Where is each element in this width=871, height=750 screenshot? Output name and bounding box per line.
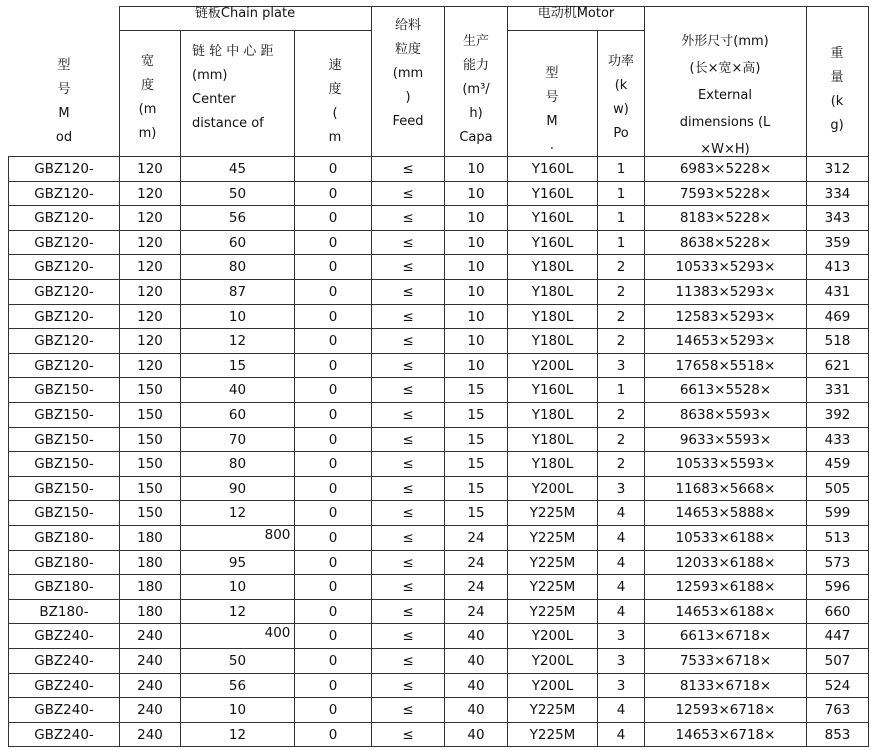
cell-model: GBZ150- (34, 456, 94, 472)
cell-power: 3 (616, 481, 626, 497)
cell-motor-model: Y160L (531, 186, 574, 202)
cell-width: 240 (137, 628, 163, 644)
cell-center-distance: 45 (228, 161, 247, 177)
cell-weight: 505 (824, 481, 851, 497)
cell-speed: 0 (328, 186, 338, 202)
cell-dimensions: 11383×5293× (675, 284, 776, 300)
cell-power: 1 (616, 235, 626, 251)
cell-motor-model: Y200L (531, 678, 574, 694)
cell-speed: 0 (328, 628, 338, 644)
header-dimensions: 外形尺寸(mm) (长×宽×高) External dimensions (L ×W×H) (679, 34, 771, 157)
cell-power: 1 (616, 382, 626, 398)
cell-speed: 0 (328, 727, 338, 743)
cell-weight: 413 (824, 259, 851, 275)
cell-power: 4 (616, 702, 626, 718)
cell-model: BZ180- (39, 604, 89, 620)
cell-dimensions: 14653×5888× (675, 505, 776, 521)
cell-model: GBZ120- (34, 259, 94, 275)
cell-capacity: 10 (467, 161, 485, 177)
cell-dimensions: 8638×5228× (679, 235, 772, 251)
cell-speed: 0 (328, 530, 338, 546)
cell-dimensions: 12593×6188× (675, 579, 776, 595)
cell-weight: 596 (824, 579, 851, 595)
cell-width: 180 (137, 555, 163, 571)
cell-model: GBZ150- (34, 481, 94, 497)
cell-width: 150 (137, 505, 163, 521)
cell-width: 150 (137, 382, 163, 398)
cell-feed: ≤ (402, 555, 414, 571)
cell-capacity: 15 (467, 382, 485, 398)
cell-width: 240 (137, 727, 163, 743)
cell-model: GBZ120- (34, 358, 94, 374)
cell-width: 120 (137, 333, 163, 349)
cell-weight: 331 (824, 382, 851, 398)
cell-motor-model: Y200L (531, 653, 574, 669)
grid-line (507, 30, 645, 31)
cell-center-distance: 12 (228, 604, 247, 620)
cell-capacity: 40 (467, 727, 485, 743)
cell-weight: 524 (824, 678, 851, 694)
cell-feed: ≤ (402, 727, 414, 743)
cell-center-distance: 70 (228, 432, 247, 448)
cell-capacity: 15 (467, 481, 485, 497)
cell-weight: 518 (824, 333, 851, 349)
cell-power: 3 (616, 628, 626, 644)
cell-center-distance: 12 (228, 727, 247, 743)
header-motor-model: 型 号 M . (545, 66, 559, 153)
cell-speed: 0 (328, 333, 338, 349)
cell-feed: ≤ (402, 186, 414, 202)
cell-motor-model: Y225M (529, 702, 576, 718)
cell-weight: 459 (824, 456, 851, 472)
cell-motor-model: Y200L (531, 358, 574, 374)
cell-center-distance: 50 (228, 653, 247, 669)
cell-model: GBZ150- (34, 432, 94, 448)
cell-capacity: 15 (467, 432, 485, 448)
cell-speed: 0 (328, 505, 338, 521)
cell-capacity: 24 (467, 555, 485, 571)
cell-feed: ≤ (402, 702, 414, 718)
cell-speed: 0 (328, 210, 338, 226)
cell-capacity: 40 (467, 653, 485, 669)
cell-width: 120 (137, 259, 163, 275)
cell-motor-model: Y200L (531, 628, 574, 644)
cell-width: 120 (137, 161, 163, 177)
header-feed-size: 给料 粒度 (mm ) Feed (392, 18, 424, 129)
cell-power: 3 (616, 358, 626, 374)
cell-power: 4 (616, 505, 626, 521)
cell-weight: 507 (824, 653, 851, 669)
cell-speed: 0 (328, 456, 338, 472)
header-motor: 电动机Motor (537, 6, 615, 21)
cell-feed: ≤ (402, 653, 414, 669)
cell-power: 4 (616, 727, 626, 743)
cell-power: 2 (616, 259, 626, 275)
cell-feed: ≤ (402, 358, 414, 374)
cell-motor-model: Y160L (531, 382, 574, 398)
header-power: 功率 (k w) Po (607, 54, 634, 141)
cell-center-distance: 56 (228, 678, 247, 694)
cell-speed: 0 (328, 407, 338, 423)
cell-feed: ≤ (402, 235, 414, 251)
cell-power: 2 (616, 333, 626, 349)
cell-width: 240 (137, 653, 163, 669)
cell-weight: 513 (824, 530, 851, 546)
cell-model: GBZ120- (34, 284, 94, 300)
cell-motor-model: Y225M (529, 505, 576, 521)
cell-motor-model: Y160L (531, 210, 574, 226)
cell-dimensions: 8183×5228× (679, 210, 772, 226)
cell-dimensions: 12593×6718× (675, 702, 776, 718)
cell-weight: 433 (824, 432, 851, 448)
cell-speed: 0 (328, 678, 338, 694)
header-center-distance: 链 轮 中 心 距 (mm) Center distance of (192, 44, 274, 131)
cell-model: GBZ120- (34, 309, 94, 325)
cell-width: 150 (137, 432, 163, 448)
cell-weight: 621 (824, 358, 851, 374)
cell-weight: 660 (824, 604, 851, 620)
cell-model: GBZ150- (34, 407, 94, 423)
cell-model: GBZ150- (34, 505, 94, 521)
cell-dimensions: 6613×5528× (679, 382, 772, 398)
cell-model: GBZ180- (34, 555, 94, 571)
cell-center-distance: 10 (228, 702, 247, 718)
cell-dimensions: 6613×6718× (679, 628, 772, 644)
cell-power: 3 (616, 653, 626, 669)
cell-center-distance: 10 (228, 579, 247, 595)
cell-power: 1 (616, 210, 626, 226)
cell-power: 4 (616, 579, 626, 595)
cell-width: 150 (137, 407, 163, 423)
cell-dimensions: 11683×5668× (675, 481, 776, 497)
cell-motor-model: Y180L (531, 284, 574, 300)
cell-power: 1 (616, 186, 626, 202)
cell-capacity: 15 (467, 407, 485, 423)
cell-capacity: 24 (467, 579, 485, 595)
cell-feed: ≤ (402, 678, 414, 694)
cell-feed: ≤ (402, 161, 414, 177)
cell-weight: 447 (824, 628, 851, 644)
cell-dimensions: 9633×5593× (679, 432, 772, 448)
cell-width: 120 (137, 210, 163, 226)
cell-capacity: 40 (467, 702, 485, 718)
cell-center-distance: 12 (228, 333, 247, 349)
header-weight: 重 量 (k g) (830, 46, 844, 133)
cell-speed: 0 (328, 555, 338, 571)
cell-feed: ≤ (402, 382, 414, 398)
cell-model: GBZ240- (34, 678, 94, 694)
cell-motor-model: Y225M (529, 604, 576, 620)
cell-dimensions: 12033×6188× (675, 555, 776, 571)
cell-center-distance: 50 (228, 186, 247, 202)
cell-feed: ≤ (402, 579, 414, 595)
cell-motor-model: Y180L (531, 309, 574, 325)
cell-dimensions: 7533×6718× (679, 653, 772, 669)
header-chain-plate: 链板Chain plate (194, 6, 296, 21)
cell-capacity: 40 (467, 628, 485, 644)
cell-model: GBZ120- (34, 161, 94, 177)
cell-width: 150 (137, 481, 163, 497)
cell-model: GBZ240- (34, 702, 94, 718)
cell-capacity: 40 (467, 678, 485, 694)
cell-speed: 0 (328, 358, 338, 374)
cell-power: 3 (616, 678, 626, 694)
cell-capacity: 15 (467, 505, 485, 521)
cell-capacity: 10 (467, 259, 485, 275)
cell-dimensions: 17658×5518× (675, 358, 776, 374)
cell-model: GBZ240- (34, 727, 94, 743)
header-speed: 速 度 ( m (328, 58, 342, 145)
cell-feed: ≤ (402, 284, 414, 300)
cell-feed: ≤ (402, 481, 414, 497)
cell-weight: 469 (824, 309, 851, 325)
cell-speed: 0 (328, 604, 338, 620)
cell-model: GBZ120- (34, 235, 94, 251)
cell-dimensions: 14653×6188× (675, 604, 776, 620)
cell-width: 120 (137, 284, 163, 300)
cell-speed: 0 (328, 432, 338, 448)
cell-speed: 0 (328, 481, 338, 497)
cell-model: GBZ180- (34, 579, 94, 595)
cell-capacity: 24 (467, 530, 485, 546)
cell-dimensions: 7593×5228× (679, 186, 772, 202)
cell-motor-model: Y225M (529, 555, 576, 571)
header-width: 宽 度 (m m) (138, 54, 157, 141)
cell-feed: ≤ (402, 333, 414, 349)
cell-weight: 431 (824, 284, 851, 300)
cell-speed: 0 (328, 284, 338, 300)
cell-power: 2 (616, 456, 626, 472)
cell-dimensions: 10533×6188× (675, 530, 776, 546)
cell-center-distance: 90 (228, 481, 247, 497)
cell-dimensions: 8133×6718× (679, 678, 772, 694)
cell-dimensions: 8638×5593× (679, 407, 772, 423)
cell-capacity: 10 (467, 309, 485, 325)
cell-feed: ≤ (402, 628, 414, 644)
cell-feed: ≤ (402, 604, 414, 620)
cell-weight: 763 (824, 702, 851, 718)
header-capacity: 生产 能力 (m³/ h) Capa (459, 34, 493, 145)
cell-center-distance: 87 (228, 284, 247, 300)
cell-motor-model: Y180L (531, 407, 574, 423)
cell-capacity: 10 (467, 235, 485, 251)
cell-capacity: 10 (467, 210, 485, 226)
cell-feed: ≤ (402, 432, 414, 448)
cell-motor-model: Y200L (531, 481, 574, 497)
cell-model: GBZ240- (34, 653, 94, 669)
cell-center-distance: 95 (228, 555, 247, 571)
cell-center-distance: 10 (228, 309, 247, 325)
cell-capacity: 15 (467, 456, 485, 472)
cell-speed: 0 (328, 309, 338, 325)
cell-speed: 0 (328, 702, 338, 718)
cell-width: 120 (137, 358, 163, 374)
cell-width: 180 (137, 604, 163, 620)
cell-center-distance: 60 (228, 235, 247, 251)
cell-power: 2 (616, 309, 626, 325)
cell-dimensions: 12583×5293× (675, 309, 776, 325)
cell-dimensions: 14653×5293× (675, 333, 776, 349)
cell-weight: 392 (824, 407, 851, 423)
grid-line (119, 30, 372, 31)
cell-dimensions: 6983×5228× (679, 161, 772, 177)
cell-capacity: 10 (467, 358, 485, 374)
cell-capacity: 10 (467, 186, 485, 202)
cell-model: GBZ120- (34, 333, 94, 349)
cell-feed: ≤ (402, 505, 414, 521)
cell-width: 120 (137, 309, 163, 325)
cell-motor-model: Y225M (529, 727, 576, 743)
cell-dimensions: 14653×6718× (675, 727, 776, 743)
cell-center-distance: 80 (228, 456, 247, 472)
cell-model: GBZ150- (34, 382, 94, 398)
cell-center-distance: 15 (228, 358, 247, 374)
cell-power: 4 (616, 530, 626, 546)
cell-width: 120 (137, 186, 163, 202)
cell-center-distance: 12 (228, 505, 247, 521)
cell-motor-model: Y160L (531, 235, 574, 251)
cell-center-distance: 800 (264, 527, 291, 543)
cell-feed: ≤ (402, 530, 414, 546)
grid-line (868, 6, 869, 746)
cell-width: 150 (137, 456, 163, 472)
cell-capacity: 10 (467, 284, 485, 300)
cell-power: 2 (616, 407, 626, 423)
cell-feed: ≤ (402, 210, 414, 226)
cell-model: GBZ240- (34, 628, 94, 644)
cell-speed: 0 (328, 235, 338, 251)
cell-feed: ≤ (402, 407, 414, 423)
cell-width: 240 (137, 702, 163, 718)
cell-feed: ≤ (402, 259, 414, 275)
cell-power: 4 (616, 604, 626, 620)
cell-width: 180 (137, 579, 163, 595)
cell-motor-model: Y180L (531, 432, 574, 448)
cell-model: GBZ180- (34, 530, 94, 546)
cell-width: 120 (137, 235, 163, 251)
cell-weight: 334 (824, 186, 851, 202)
cell-weight: 573 (824, 555, 851, 571)
cell-power: 4 (616, 555, 626, 571)
cell-model: GBZ120- (34, 210, 94, 226)
cell-speed: 0 (328, 259, 338, 275)
cell-motor-model: Y180L (531, 333, 574, 349)
cell-power: 1 (616, 161, 626, 177)
cell-width: 240 (137, 678, 163, 694)
cell-center-distance: 400 (264, 625, 291, 641)
cell-capacity: 24 (467, 604, 485, 620)
header-model: 型 号 M od (55, 58, 73, 145)
cell-motor-model: Y225M (529, 530, 576, 546)
cell-motor-model: Y160L (531, 161, 574, 177)
cell-feed: ≤ (402, 456, 414, 472)
cell-dimensions: 10533×5593× (675, 456, 776, 472)
cell-center-distance: 80 (228, 259, 247, 275)
cell-weight: 599 (824, 505, 851, 521)
cell-motor-model: Y180L (531, 456, 574, 472)
cell-model: GBZ120- (34, 186, 94, 202)
cell-weight: 853 (824, 727, 851, 743)
cell-center-distance: 60 (228, 407, 247, 423)
cell-motor-model: Y225M (529, 579, 576, 595)
cell-center-distance: 40 (228, 382, 247, 398)
cell-speed: 0 (328, 653, 338, 669)
cell-weight: 312 (824, 161, 851, 177)
cell-power: 2 (616, 432, 626, 448)
cell-capacity: 10 (467, 333, 485, 349)
cell-speed: 0 (328, 382, 338, 398)
cell-width: 180 (137, 530, 163, 546)
cell-center-distance: 56 (228, 210, 247, 226)
cell-motor-model: Y180L (531, 259, 574, 275)
cell-power: 2 (616, 284, 626, 300)
cell-speed: 0 (328, 161, 338, 177)
cell-weight: 343 (824, 210, 851, 226)
cell-speed: 0 (328, 579, 338, 595)
cell-dimensions: 10533×5293× (675, 259, 776, 275)
cell-weight: 359 (824, 235, 851, 251)
cell-feed: ≤ (402, 309, 414, 325)
